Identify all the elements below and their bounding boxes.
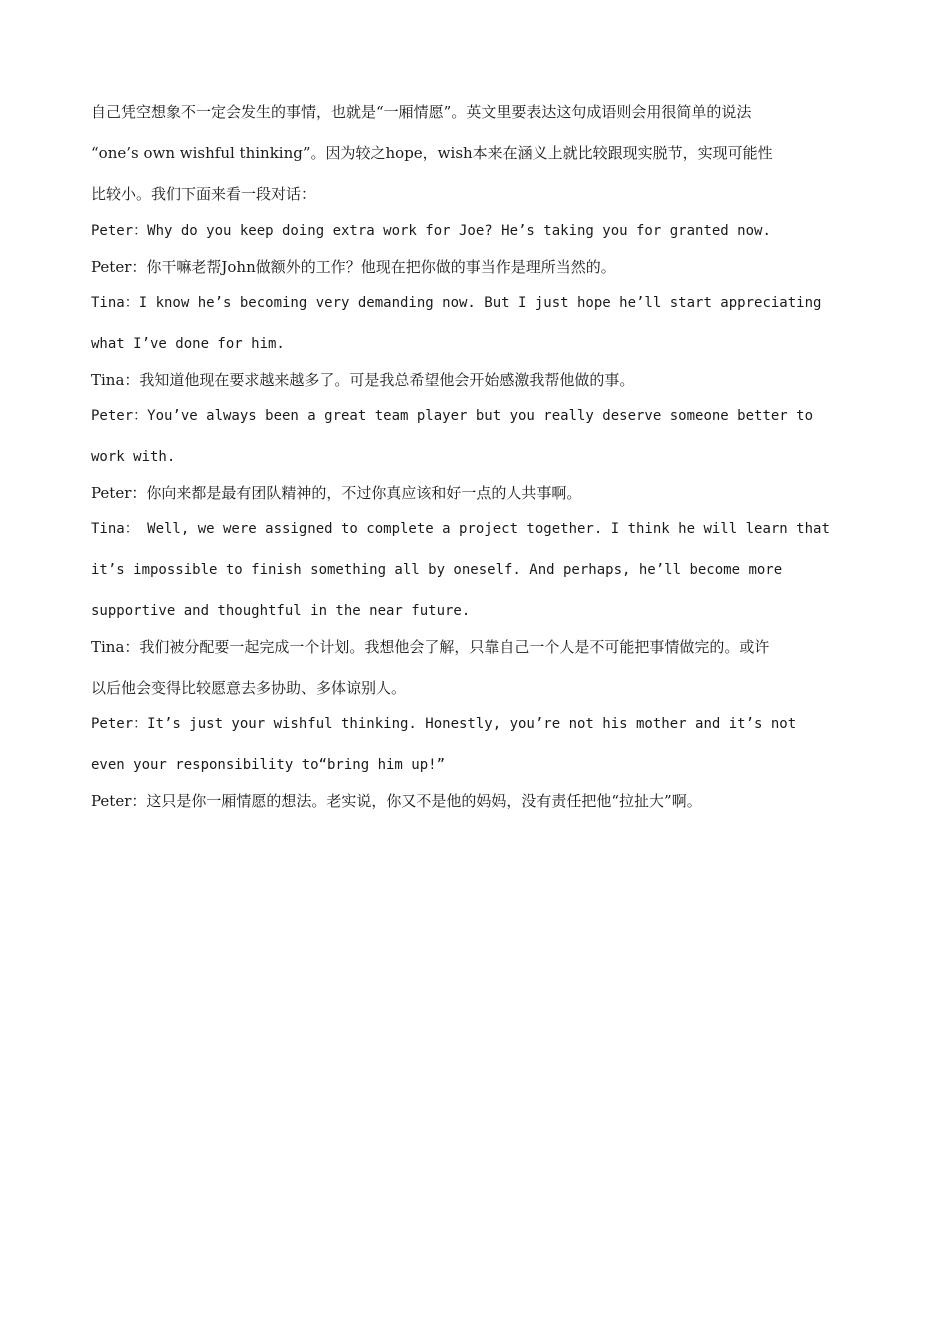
dialogue-tina-english-2b: it’s impossible to finish something all by oneself. And perhaps, he’ll become more — [91, 562, 783, 578]
dialogue-peter-english-3a: Peter：It’s just your wishful thinking. Honestly, you’re not his mother and it’s not — [91, 716, 797, 732]
dialogue-peter-chinese-1: Peter：你干嘛老帮John做额外的工作？他现在把你做的事当作是理所当然的。 — [91, 258, 616, 276]
dialogue-peter-chinese-3: Peter：这只是你一厢情愿的想法。老实说，你又不是他的妈妈，没有责任把他“拉扯大”啊。 — [91, 792, 702, 810]
dialogue-peter-english-2b: work with. — [91, 449, 176, 465]
dialogue-tina-chinese-1: Tina：我知道他现在要求越来越多了。可是我总希望他会开始感激我帮他做的事。 — [91, 371, 635, 389]
dialogue-tina-chinese-2a: Tina：我们被分配要一起完成一个计划。我想他会了解，只靠自己一个人是不可能把事情做完的。或许 — [91, 638, 770, 656]
dialogue-peter-english-1: Peter：Why do you keep doing extra work for Joe? He’s taking you for granted now. — [91, 223, 771, 239]
dialogue-peter-chinese-2: Peter：你向来都是最有团队精神的，不过你真应该和好一点的人共事啊。 — [91, 484, 582, 502]
intro-line-3: 比较小。我们下面来看一段对话： — [91, 185, 317, 203]
intro-line-2: “one’s own wishful thinking”。因为较之hope，wish本来在涵义上就比较跟现实脱节，实现可能性 — [91, 144, 773, 162]
dialogue-tina-english-2c: supportive and thoughtful in the near future. — [91, 603, 471, 619]
dialogue-peter-english-2a: Peter：You’ve always been a great team player but you really deserve someone better to — [91, 408, 814, 424]
dialogue-tina-english-1a: Tina：I know he’s becoming very demanding now. But I just hope he’ll start appreciating — [91, 295, 822, 311]
intro-line-1: 自己凭空想象不一定会发生的事情，也就是“一厢情愿”。英文里要表达这句成语则会用很简单的说法 — [91, 103, 752, 121]
dialogue-tina-english-1b: what I’ve done for him. — [91, 336, 285, 352]
dialogue-peter-english-3b: even your responsibility to“bring him up!” — [91, 757, 446, 773]
dialogue-tina-chinese-2b: 以后他会变得比较愿意去多协助、多体谅别人。 — [91, 679, 407, 697]
dialogue-tina-english-2a: Tina： Well, we were assigned to complete a project together. I think he will learn that — [91, 521, 830, 537]
